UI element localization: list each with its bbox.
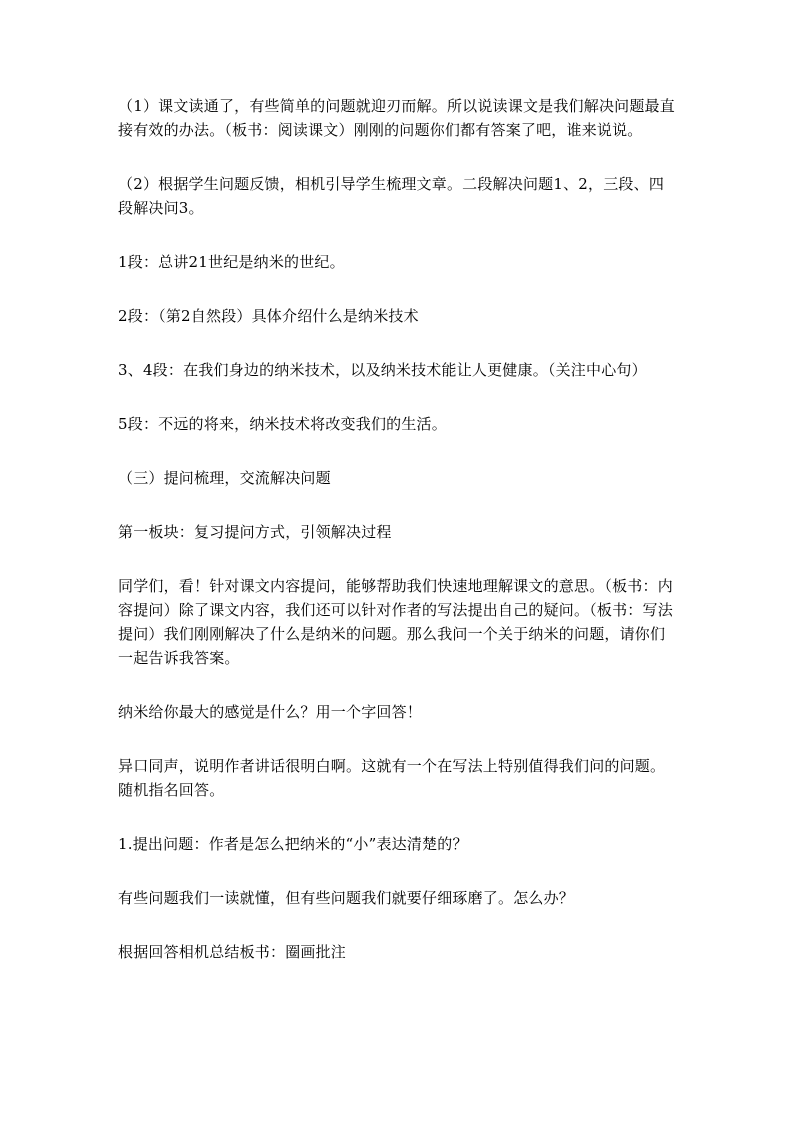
paragraph-feedback: （2）根据学生问题反馈，相机引导学生梳理文章。二段解决问题1、2，三段、四段解决问3。	[118, 175, 665, 217]
document-body	[118, 94, 678, 994]
paragraph-careful-reading: 有些问题我们一读就懂，但有些问题我们就要仔细琢磨了。怎么办？	[118, 889, 575, 907]
paragraph-section-2: 2段：（第2自然段）具体介绍什么是纳米技术	[118, 307, 419, 325]
paragraph-section-5: 5段：不远的将来，纳米技术将改变我们的生活。	[118, 415, 447, 433]
section-heading: （三）提问梳理，交流解决问题	[118, 469, 331, 487]
paragraph-board-summary: 根据回答相机总结板书：圈画批注	[118, 943, 347, 961]
paragraph-unison-answer: 异口同声，说明作者讲话很明白啊。这就有一个在写法上特别值得我们问的问题。随机指名回答。	[118, 757, 666, 799]
subsection-heading: 第一板块：复习提问方式，引领解决过程	[118, 523, 392, 541]
paragraph-one-word-answer: 纳米给你最大的感觉是什么？用一个字回答！	[118, 703, 423, 721]
paragraph-section-1: 1段：总讲21世纪是纳米的世纪。	[118, 253, 345, 271]
paragraph-pose-question: 1.提出问题：作者是怎么把纳米的“小”表达清楚的？	[118, 835, 468, 853]
paragraph-reading-text: （1）课文读通了，有些简单的问题就迎刃而解。所以说读课文是我们解决问题最直接有效的办法。（板书：阅读课文）刚刚的问题你们都有答案了吧，谁来说说。	[118, 97, 675, 139]
paragraph-section-3-4: 3、4段：在我们身边的纳米技术，以及纳米技术能让人更健康。（关注中心句）	[118, 361, 647, 379]
paragraph-question-methods: 同学们，看！针对课文内容提问，能够帮助我们快速地理解课文的意思。（板书：内容提问）除了课文内容，我们还可以针对作者的写法提出自己的疑问。（板书：写法提问）我们刚刚解决了什么是纳米的问题。那么我问一个关于纳米的问题，请你们一起告诉我答案。	[118, 577, 673, 667]
